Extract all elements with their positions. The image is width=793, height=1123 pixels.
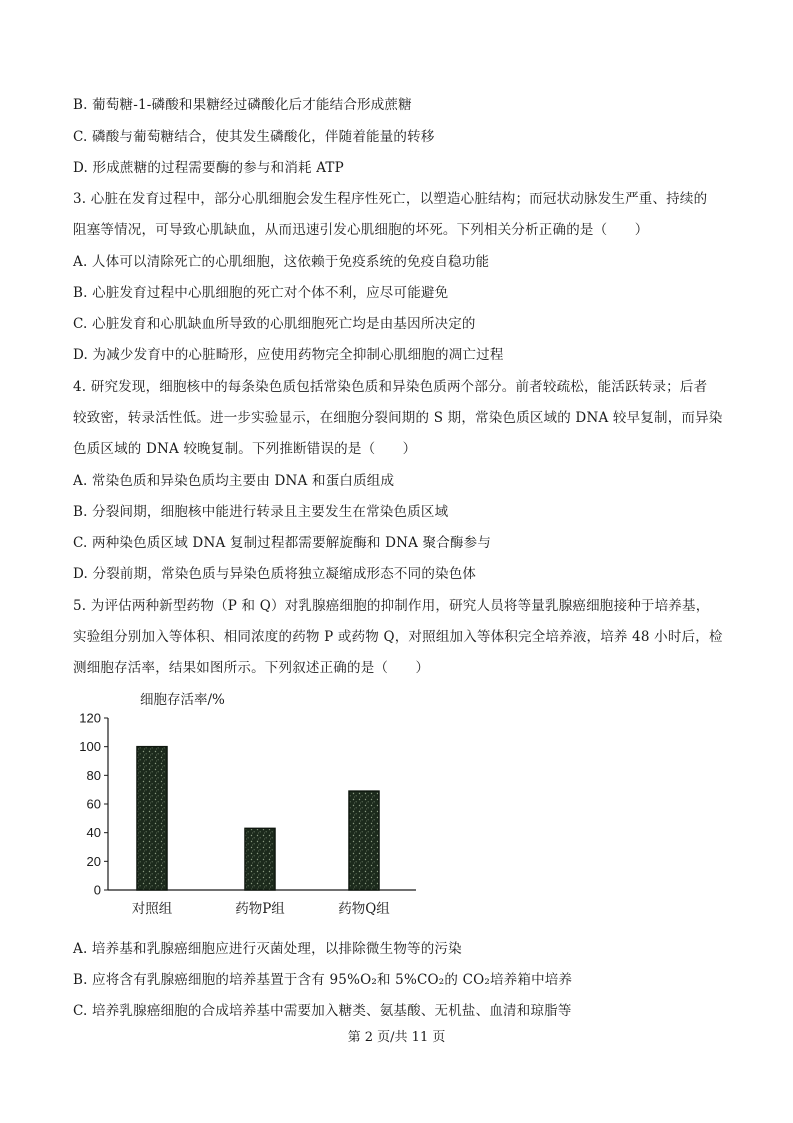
line-2: C. 磷酸与葡萄糖结合，使其发生磷酸化，伴随着能量的转移 xyxy=(73,129,435,145)
category-label: 对照组 xyxy=(131,901,173,917)
y-tick-label: 60 xyxy=(86,796,101,812)
question-3-stem-2: 阻塞等情况，可导致心肌缺血，从而迅速引发心肌细胞的坏死。下列相关分析正确的是（ ） xyxy=(73,222,649,238)
bar xyxy=(245,828,275,890)
survival-rate-chart xyxy=(70,690,430,925)
y-tick-label: 120 xyxy=(79,710,101,726)
question-4-stem-1: 4. 研究发现，细胞核中的每条染色质包括常染色质和异染色质两个部分。前者较疏松，能活跃转录；后者 xyxy=(73,379,708,395)
question-5-option-b: B. 应将含有乳腺癌细胞的培养基置于含有 95%O₂和 5%CO₂的 CO₂培养箱中培养 xyxy=(73,972,573,988)
bar xyxy=(349,791,379,890)
question-5-option-a: A. 培养基和乳腺癌细胞应进行灭菌处理，以排除微生物等的污染 xyxy=(73,941,462,957)
category-label: 药物Q组 xyxy=(338,901,390,917)
y-tick-label: 40 xyxy=(86,825,101,841)
question-4-stem-2: 较致密，转录活性低。进一步实验显示，在细胞分裂间期的 S 期，常染色质区域的 DNA 较早复制，而异染 xyxy=(73,410,723,426)
y-tick-label: 0 xyxy=(93,882,101,898)
chart-svg xyxy=(70,690,430,925)
question-3-option-a: A. 人体可以清除死亡的心肌细胞，这依赖于免疫系统的免疫自稳功能 xyxy=(73,254,490,270)
question-5-option-c: C. 培养乳腺癌细胞的合成培养基中需要加入糖类、氨基酸、无机盐、血清和琼脂等 xyxy=(73,1003,572,1019)
question-4-option-b: B. 分裂间期，细胞核中能进行转录且主要发生在常染色质区域 xyxy=(73,504,449,520)
y-axis-label: 细胞存活率/% xyxy=(140,692,225,708)
line-3: D. 形成蔗糖的过程需要酶的参与和消耗 ATP xyxy=(73,160,344,176)
category-label: 药物P组 xyxy=(235,901,285,917)
question-4-option-c: C. 两种染色质区域 DNA 复制过程都需要解旋酶和 DNA 聚合酶参与 xyxy=(73,535,492,551)
question-3-stem-1: 3. 心脏在发育过程中，部分心肌细胞会发生程序性死亡，以塑造心脏结构；而冠状动脉发生严重、持续的 xyxy=(73,191,708,207)
question-3-option-b: B. 心脏发育过程中心肌细胞的死亡对个体不利，应尽可能避免 xyxy=(73,285,449,301)
y-tick-label: 80 xyxy=(86,767,101,783)
question-4-option-d: D. 分裂前期，常染色质与异染色质将独立凝缩成形态不同的染色体 xyxy=(73,566,477,582)
question-5-stem-1: 5. 为评估两种新型药物（P 和 Q）对乳腺癌细胞的抑制作用，研究人员将等量乳腺癌细胞接种于培养基， xyxy=(73,598,710,614)
question-4-option-a: A. 常染色质和异染色质均主要由 DNA 和蛋白质组成 xyxy=(73,473,395,489)
question-3-option-d: D. 为减少发育中的心脏畸形，应使用药物完全抑制心肌细胞的凋亡过程 xyxy=(73,347,504,363)
question-4-stem-3: 色质区域的 DNA 较晚复制。下列推断错误的是（ ） xyxy=(73,441,417,457)
y-tick-label: 100 xyxy=(79,739,101,755)
y-tick-label: 20 xyxy=(86,853,101,869)
question-3-option-c: C. 心脏发育和心肌缺血所导致的心肌细胞死亡均是由基因所决定的 xyxy=(73,316,476,332)
page-footer: 第 2 页/共 11 页 xyxy=(347,1030,446,1045)
bar xyxy=(137,747,167,890)
line-1: B. 葡萄糖-1-磷酸和果糖经过磷酸化后才能结合形成蔗糖 xyxy=(73,97,412,113)
question-5-stem-3: 测细胞存活率，结果如图所示。下列叙述正确的是（ ） xyxy=(73,660,430,676)
question-5-stem-2: 实验组分别加入等体积、相同浓度的药物 P 或药物 Q，对照组加入等体积完全培养液，培养 48 小时后，检 xyxy=(73,629,723,645)
